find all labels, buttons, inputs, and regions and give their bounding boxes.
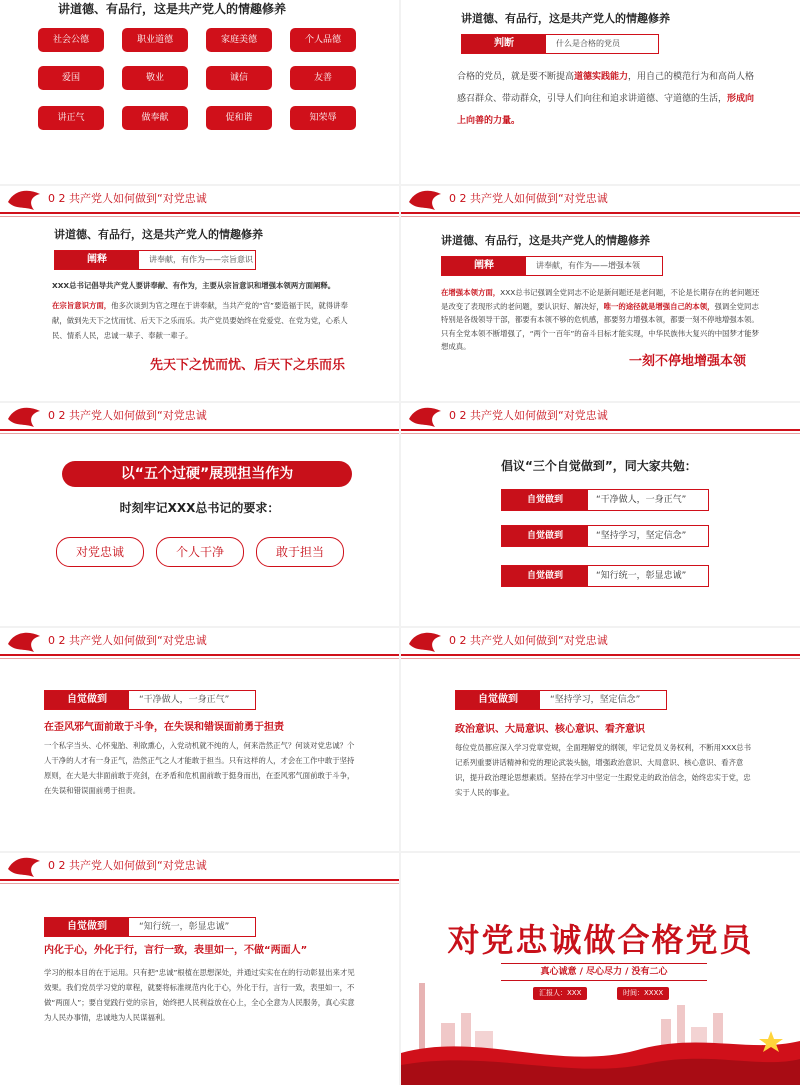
header-divider	[401, 654, 800, 656]
virtue-badge: 爱国	[38, 66, 104, 90]
cover-title: 对党忠诚做合格党员	[447, 921, 754, 959]
slogan: 一刻不停地增强本领	[629, 354, 747, 369]
party-flag-icon	[6, 188, 42, 214]
reporter-tag: 汇报人：XXX	[533, 987, 587, 1000]
virtue-badge: 社会公德	[38, 28, 104, 52]
banner: 以“五个过硬”展现担当作为	[62, 461, 352, 487]
commitment-row: 自觉做到 “坚持学习，坚定信念”	[501, 525, 709, 547]
header-divider-thin	[0, 433, 399, 434]
header-divider-thin	[0, 658, 399, 659]
body-text: 每位党员都应深入学习党章党规，全面理解党的纲领，牢记党员义务权利，不断用XXX总书记系列重要讲话精神和党的理论武装头脑，增强政治意识、大局意识、核心意识、看齐意识，提升政治理论思想素质。坚持在学习中坚定一生跟党走的政治信念，始终忠实于党，忠实于人民的事业。	[455, 743, 752, 797]
oval-item: 对党忠诚	[56, 537, 144, 567]
tag-box	[441, 256, 663, 276]
header-divider-thin	[0, 883, 399, 884]
slide-judgement[interactable]	[401, 0, 800, 184]
party-flag-icon	[6, 405, 42, 431]
intro-text: 倡议“三个自觉做到”，同大家共勉：	[501, 459, 697, 473]
time-tag: 时间：XXXX	[617, 987, 669, 1000]
tag-box: 自觉做到 “坚持学习，坚定信念”	[455, 690, 667, 710]
section-heading: 0 2 共产党人如何做到“对党忠诚	[449, 409, 608, 422]
body-text: 在增强本领方面，XXX总书记强调全党同志不论是新问题还是老问题，不论是长期存在的老问题还是改变了表现形式的老问题，要认识好、解决好，唯一的途径就是增强自己的本领，强调全党同志特别是各级领导干部，都要有本领不够的危机感，都要努力增强本领，都要一刻不停地增强本领。只有全党本领不断增强了，“两个一百年”的奋斗目标才能实现，中华民族伟大复兴的中国梦才能梦想成真。	[441, 288, 760, 351]
tag-key: 阐释	[55, 251, 139, 269]
section-heading: 0 2 共产党人如何做到“对党忠诚	[48, 409, 207, 422]
virtue-badge: 敬业	[122, 66, 188, 90]
headline: 政治意识、大局意识、核心意识、看齐意识	[455, 724, 645, 735]
headline: 内化于心，外化于行，言行一致，表里如一，不做“两面人”	[44, 945, 308, 956]
slide-explain-purpose[interactable]	[0, 186, 399, 401]
virtue-badge: 讲正气	[38, 106, 104, 130]
body-text: 学习的根本目的在于运用。只有把“忠诚”根植在思想深处，并通过实实在在的行动彰显出来才见效果。我们党员学习党的章程，就要将标准规范内化于心，外化于行，言行一致，表里如一，不做“两面人”；要自觉践行党的宗旨，始终把人民利益放在心上，全心全意为人民服务，真心实意为人民办事情，忠诚地为人民谋福利。	[44, 968, 355, 1022]
tag-box	[461, 34, 659, 54]
slide-consistency[interactable]	[0, 853, 399, 1085]
slogan: 先天下之忧而忧、后天下之乐而乐	[150, 358, 346, 373]
header-divider	[0, 654, 399, 656]
virtue-badge: 促和谐	[206, 106, 272, 130]
body-text: 一个私字当头、心怀鬼胎、利欲熏心，入党动机就不纯的人，何来浩然正气？何谈对党忠诚？个人干净的人才有一身正气，浩然正气之人才能敢于担当。只有这样的人，才会在工作中敢于坚持原则，在大是大非面前敢于亮剑，在矛盾和危机面前敢于挺身而出，在歪风邪气面前敢于斗争，在失误和错误面前勇于担责。	[44, 741, 355, 795]
body-text: 在宗旨意识方面，他多次谈到为官之理在于讲奉献，当共产党的“官”要造福于民，就得讲奉献，做到先天下之忧而忧、后天下之乐而乐。共产党员要始终在党爱党、在党为党，心系人民、情系人民，忠诚一辈子、奉献一辈子。	[52, 301, 348, 340]
tag-value: 什么是合格的党员	[546, 35, 620, 53]
body-text: 合格的党员，就是要不断提高道德实践能力，用自己的模范行为和高尚人格感召群众、带动群众，引导人们向往和追求讲道德、守道德的生活，形成向上向善的力量。	[457, 72, 755, 126]
slide-subtitle: 讲道德、有品行，这是共产党人的情趣修养	[461, 12, 670, 25]
header-divider-thin	[401, 216, 800, 217]
commitment-row: 自觉做到 “干净做人，一身正气”	[501, 489, 709, 511]
virtue-badge: 职业道德	[122, 28, 188, 52]
section-heading: 0 2 共产党人如何做到“对党忠诚	[48, 859, 207, 872]
slide-study[interactable]	[401, 628, 800, 851]
slide-explain-ability[interactable]	[401, 186, 800, 401]
slide-three-commitments[interactable]	[401, 403, 800, 626]
cityscape-illustration	[401, 953, 800, 1085]
cover-subtitle: 真心诚意 / 尽心尽力 / 没有二心	[501, 963, 707, 981]
tag-value: 讲奉献，有作为——增强本领	[526, 257, 640, 275]
header-divider	[401, 212, 800, 214]
party-flag-icon	[407, 405, 443, 431]
virtue-badge: 家庭美德	[206, 28, 272, 52]
lead-text: XXX总书记倡导共产党人要讲奉献、有作为，主要从宗旨意识和增强本领两方面阐释。	[52, 281, 336, 290]
virtue-badge: 个人品德	[290, 28, 356, 52]
section-heading: 0 2 共产党人如何做到“对党忠诚	[449, 192, 608, 205]
tag-box: 自觉做到 “知行统一，彰显忠诚”	[44, 917, 256, 937]
slide-upright[interactable]	[0, 628, 399, 851]
party-flag-icon	[407, 188, 443, 214]
slide-subtitle: 讲道德、有品行，这是共产党人的情趣修养	[54, 228, 263, 241]
header-divider-thin	[0, 216, 399, 217]
virtue-badge: 友善	[290, 66, 356, 90]
headline: 在歪风邪气面前敢于斗争，在失误和错误面前勇于担责	[44, 722, 284, 733]
header-divider	[0, 879, 399, 881]
oval-item: 个人干净	[156, 537, 244, 567]
commitment-row: 自觉做到 “知行统一，彰显忠诚”	[501, 565, 709, 587]
party-flag-icon	[6, 855, 42, 881]
oval-item: 敢于担当	[256, 537, 344, 567]
tag-box: 自觉做到 “干净做人，一身正气”	[44, 690, 256, 710]
subline: 时刻牢记XXX总书记的要求：	[119, 501, 280, 515]
section-heading: 0 2 共产党人如何做到“对党忠诚	[449, 634, 608, 647]
tag-value: 讲奉献，有作为——宗旨意识	[139, 251, 253, 269]
slide-virtues[interactable]	[0, 0, 399, 184]
header-divider	[401, 429, 800, 431]
virtue-badge: 知荣辱	[290, 106, 356, 130]
tag-key: 阐释	[442, 257, 526, 275]
header-divider	[0, 429, 399, 431]
party-flag-icon	[407, 630, 443, 656]
header-divider-thin	[401, 658, 800, 659]
header-divider-thin	[401, 433, 800, 434]
virtue-badge: 诚信	[206, 66, 272, 90]
header-divider	[0, 212, 399, 214]
tag-box	[54, 250, 256, 270]
tag-key: 判断	[462, 35, 546, 53]
virtue-badge: 做奉献	[122, 106, 188, 130]
party-flag-icon	[6, 630, 42, 656]
slide-cover[interactable]	[401, 853, 800, 1085]
slide-subtitle: 讲道德、有品行，这是共产党人的情趣修养	[58, 2, 287, 16]
slide-subtitle: 讲道德、有品行，这是共产党人的情趣修养	[441, 234, 650, 247]
section-heading: 0 2 共产党人如何做到“对党忠诚	[48, 634, 207, 647]
slide-five-standards[interactable]	[0, 403, 399, 626]
section-heading: 0 2 共产党人如何做到“对党忠诚	[48, 192, 207, 205]
